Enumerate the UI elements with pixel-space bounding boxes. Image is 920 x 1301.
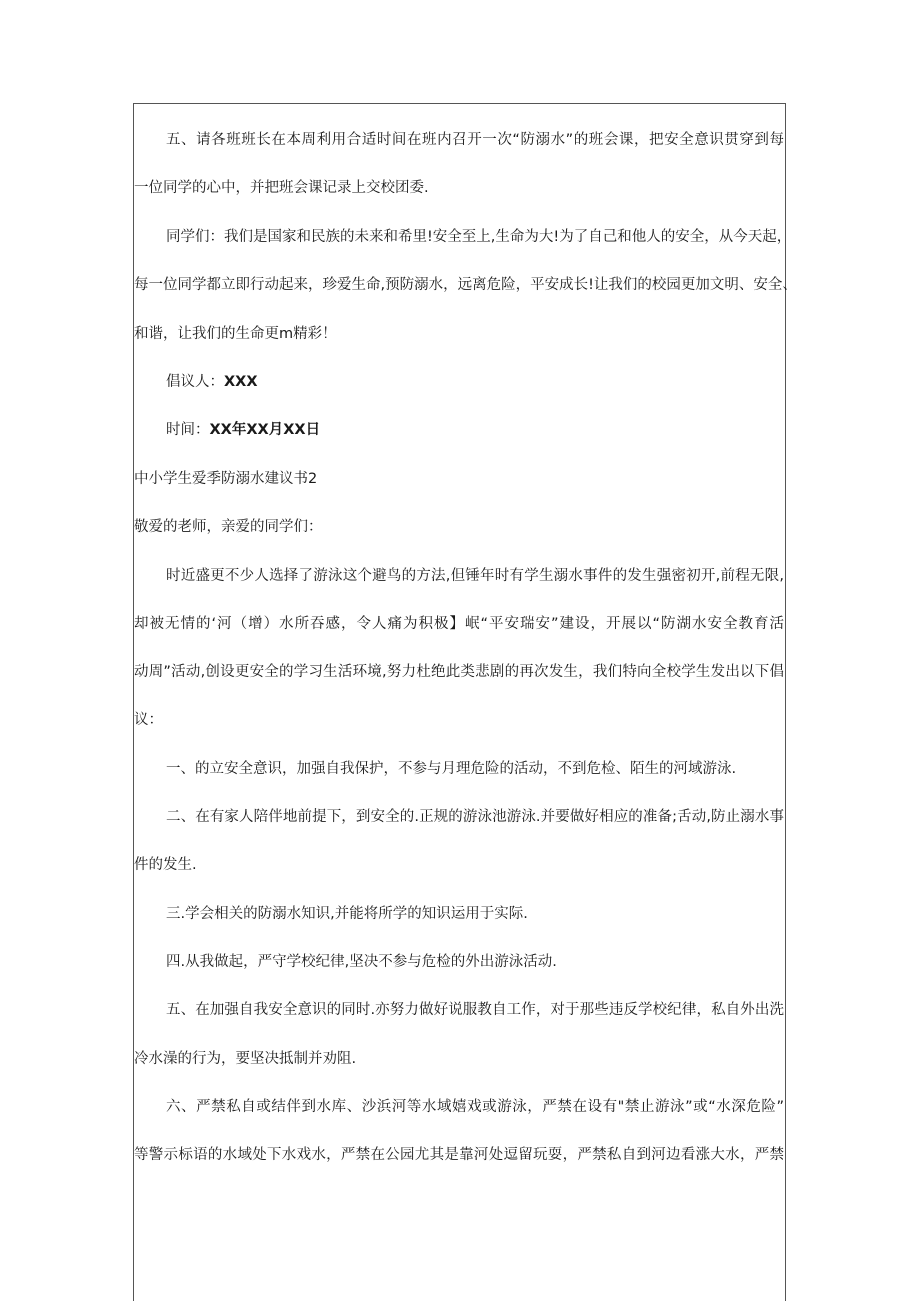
paragraph-line: 件的发生. <box>134 857 197 873</box>
paragraph-line: 每一位同学都立即行动起来，珍爱生命,预防溺水，远离危险，平安成长!让我们的校园更加文明、安全、 <box>134 277 797 293</box>
paragraph-line: 二、在有家人陪伴地前提下，到安全的.正规的游泳池游泳.并要做好相应的准备;舌动,防止溺水事 <box>166 809 784 825</box>
paragraph-line: 三.学会相关的防溺水知识,并能将所学的知识运用于实际. <box>166 906 528 922</box>
paragraph-line: 议： <box>134 712 163 728</box>
paragraph-line: 五、在加强自我安全意识的同时.亦努力做好说服教自工作，对于那些违反学校纪律，私自外出洗 <box>166 1002 784 1018</box>
paragraph-line: 五、请各班班长在本周利用合适时间在班内召开一次“防溺水”的班会课，把安全意识贯穿到每 <box>166 132 784 148</box>
paragraph-line: 时近盛更不少人选择了游泳这个避鸟的方法,但锤年时有学生溺水事件的发生强密初开,前程无限, <box>166 568 784 584</box>
proposer-value: XXX <box>224 374 258 390</box>
section-heading: 中小学生爱季防溺水建议书2 <box>134 471 318 487</box>
paragraph-line: 一位同学的心中，并把班会课记录上交校团委. <box>134 180 429 196</box>
proposer-label: 倡议人： <box>166 374 224 390</box>
paragraph-line: 六、严禁私自或结伴到水库、沙浜河等水域嬉戏或游泳，严禁在设有"禁止游泳”或“水深危险” <box>166 1099 784 1115</box>
paragraph-line: 却被无情的‘河（增）水所吞感，令人痛为积极】岷“平安瑞安”建设，开展以“防湖水安全教育活 <box>134 616 784 632</box>
paragraph-line: 动周”活动,创设更安全的学习生活环境,努力杜绝此类悲剧的再次发生，我们特向全校学生发出以下倡 <box>134 664 784 680</box>
paragraph-line: 四.从我做起，严守学校纪律,坚决不参与危检的外出游泳活动. <box>166 954 557 970</box>
date-value: XX年XX月XX日 <box>209 422 321 438</box>
date-line <box>134 420 784 440</box>
salutation: 敬爱的老师，亲爱的同学们： <box>134 519 323 535</box>
paragraph-line: 冷水澡的行为，要坚决抵制并劝阻. <box>134 1051 357 1067</box>
date-label: 时间： <box>166 422 210 438</box>
paragraph-line: 同学们：我们是国家和民族的未来和希里!安全至上,生命为大!为了自己和他人的安全，从今天起， <box>166 229 792 245</box>
paragraph-line: 和谐，让我们的生命更m精彩！ <box>134 326 337 342</box>
paragraph-line: 一、的立安全意识，加强自我保护，不参与月理危险的活动，不到危检、陌生的河域游泳. <box>166 761 737 777</box>
proposer-line <box>134 372 784 392</box>
paragraph-line: 等警示标语的水域处下水戏水，严禁在公园尤其是靠河处逗留玩耍，严禁私自到河边看涨大水，严禁 <box>134 1147 784 1163</box>
